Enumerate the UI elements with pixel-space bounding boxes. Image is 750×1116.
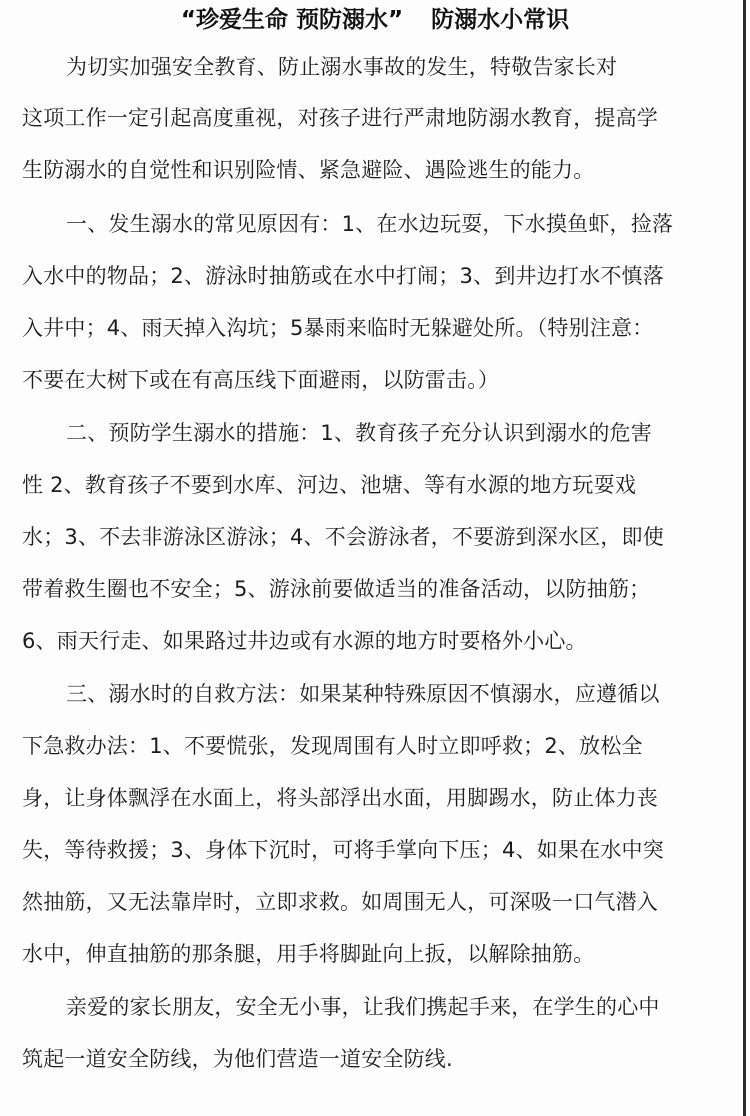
text-line: 6、雨天行走、如果路过井边或有水源的地方时要格外小心。 xyxy=(22,629,587,653)
text-line: 性 2、教育孩子不要到水库、河边、池塘、等有水源的地方玩耍戏 xyxy=(22,473,637,497)
document-title xyxy=(0,4,750,36)
text-line: 生防溺水的自觉性和识别险情、紧急避险、遇险逃生的能力。 xyxy=(22,158,595,182)
text-line: 不要在大树下或在有高压线下面避雨，以防雷击。） xyxy=(22,368,500,392)
text-line: 三、溺水时的自救方法：如果某种特殊原因不慎溺水，应遵循以 xyxy=(66,682,660,706)
text-line: 带着救生圈也不安全；5、游泳前要做适当的准备活动，以防抽筋； xyxy=(22,577,651,601)
text-line: 入井中；4、雨天掉入沟坑；5暴雨来临时无躲避处所。（特别注意： xyxy=(22,316,654,340)
text-line: 二、预防学生溺水的措施：1、教育孩子充分认识到溺水的危害 xyxy=(66,421,652,445)
text-line: 筑起一道安全防线，为他们营造一道安全防线. xyxy=(22,1047,453,1071)
title-sub: 防溺水小常识 xyxy=(431,7,570,33)
text-line: 下急救办法：1、不要慌张，发现周围有人时立即呼救；2、放松全 xyxy=(22,734,643,758)
text-line: 水；3、不去非游泳区游泳；4、不会游泳者，不要游到深水区，即使 xyxy=(22,525,664,549)
text-line: 亲爱的家长朋友，安全无小事，让我们携起手来，在学生的心中 xyxy=(66,995,660,1019)
text-line: 失，等待救援；3、身体下沉时，可将手掌向下压；4、如果在水中突 xyxy=(22,838,664,862)
title-main: “珍爱生命 预防溺水” xyxy=(180,7,404,33)
text-line: 水中，伸直抽筋的那条腿，用手将脚趾向上扳，以解除抽筋。 xyxy=(22,942,595,966)
text-line: 然抽筋，又无法靠岸时，立即求救。如周围无人，可深吸一口气潜入 xyxy=(22,890,658,914)
text-line: 入水中的物品；2、游泳时抽筋或在水中打闹；3、到井边打水不慎落 xyxy=(22,264,664,288)
text-line: 这项工作一定引起高度重视，对孩子进行严肃地防溺水教育，提高学 xyxy=(22,106,658,130)
text-line: 身，让身体飘浮在水面上，将头部浮出水面，用脚踢水，防止体力丧 xyxy=(22,786,658,810)
text-line: 一、发生溺水的常见原因有：1、在水边玩耍，下水摸鱼虾，捡落 xyxy=(66,212,674,236)
text-line: 为切实加强安全教育、防止溺水事故的发生，特敬告家长对 xyxy=(66,55,618,79)
page-edge-divider xyxy=(743,0,746,1116)
